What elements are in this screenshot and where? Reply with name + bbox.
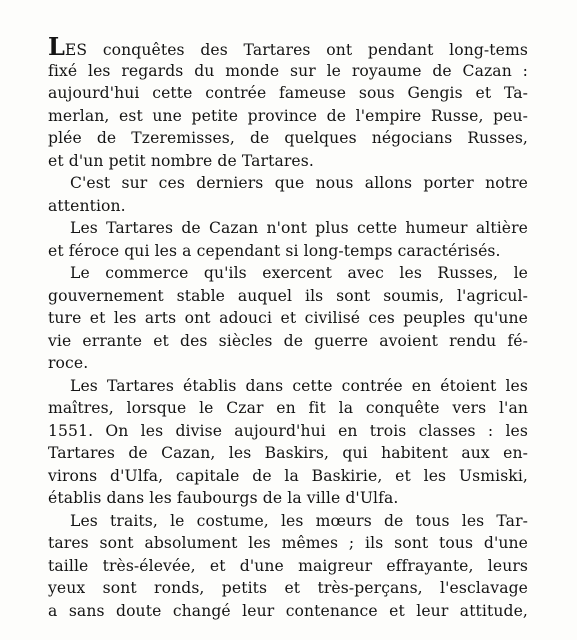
text-line: maîtres, lorsque le Czar en fit la conquête vers l'an	[48, 399, 528, 417]
text-line: Les traits, le costume, les mœurs de tous les Tar-	[70, 511, 528, 530]
text-line: attention.	[48, 196, 126, 215]
text-line: taille très-élevée, et d'une maigreur effrayante, leurs	[48, 556, 528, 575]
text-line: 1551. On les divise aujourd'hui en trois classes : les	[48, 421, 528, 440]
text-line: fixé les regards du monde sur le royaume de Cazan :	[48, 61, 528, 80]
drop-cap: L	[48, 32, 65, 61]
text-line: Le commerce qu'ils exercent avec les Russes, le	[70, 264, 528, 282]
text-line: plée de Tzeremisses, de quelques négocians Russes,	[48, 129, 528, 147]
text-line: yeux sont ronds, petits et très-perçans, l'esclavage	[48, 579, 528, 597]
line-text: conquêtes des Tartares ont pendant long-tems	[87, 41, 528, 59]
text-line: a sans doute changé leur contenance et leur attitude,	[48, 601, 528, 620]
body-text	[48, 32, 528, 622]
text-line: virons d'Ulfa, capitale de la Baskirie, et les Usmiski,	[48, 466, 528, 485]
text-line: ture et les arts ont adouci et civilisé ces peuples qu'une	[48, 309, 528, 327]
text-line: établis dans les faubourgs de la ville d'Ulfa.	[48, 489, 399, 507]
text-line: Tartares de Cazan, les Baskirs, qui habitent aux en-	[48, 444, 528, 462]
text-line: gouvernement stable auquel ils sont soumis, l'agricul-	[48, 286, 528, 305]
text-line-1	[48, 32, 528, 61]
drop-cap-rest: ES	[64, 41, 88, 59]
text-line: et féroce qui les a cependant si long-temps caractérisés.	[48, 241, 501, 260]
text-line: C'est sur ces derniers que nous allons porter notre	[70, 174, 528, 192]
text-line: tares sont absolument les mêmes ; ils sont tous d'une	[48, 534, 528, 552]
text-line: aujourd'hui cette contrée fameuse sous Gengis et Ta-	[48, 84, 528, 102]
text-line: merlan, est une petite province de l'empire Russe, peu-	[48, 106, 528, 125]
text-line: et d'un petit nombre de Tartares.	[48, 151, 314, 170]
text-line: Les Tartares établis dans cette contrée en étoient les	[70, 376, 528, 395]
text-line: roce.	[48, 354, 89, 372]
text-line: vie errante et des siècles de guerre avoient rendu fé-	[48, 331, 528, 350]
text-line: Les Tartares de Cazan n'ont plus cette humeur altière	[70, 219, 528, 237]
